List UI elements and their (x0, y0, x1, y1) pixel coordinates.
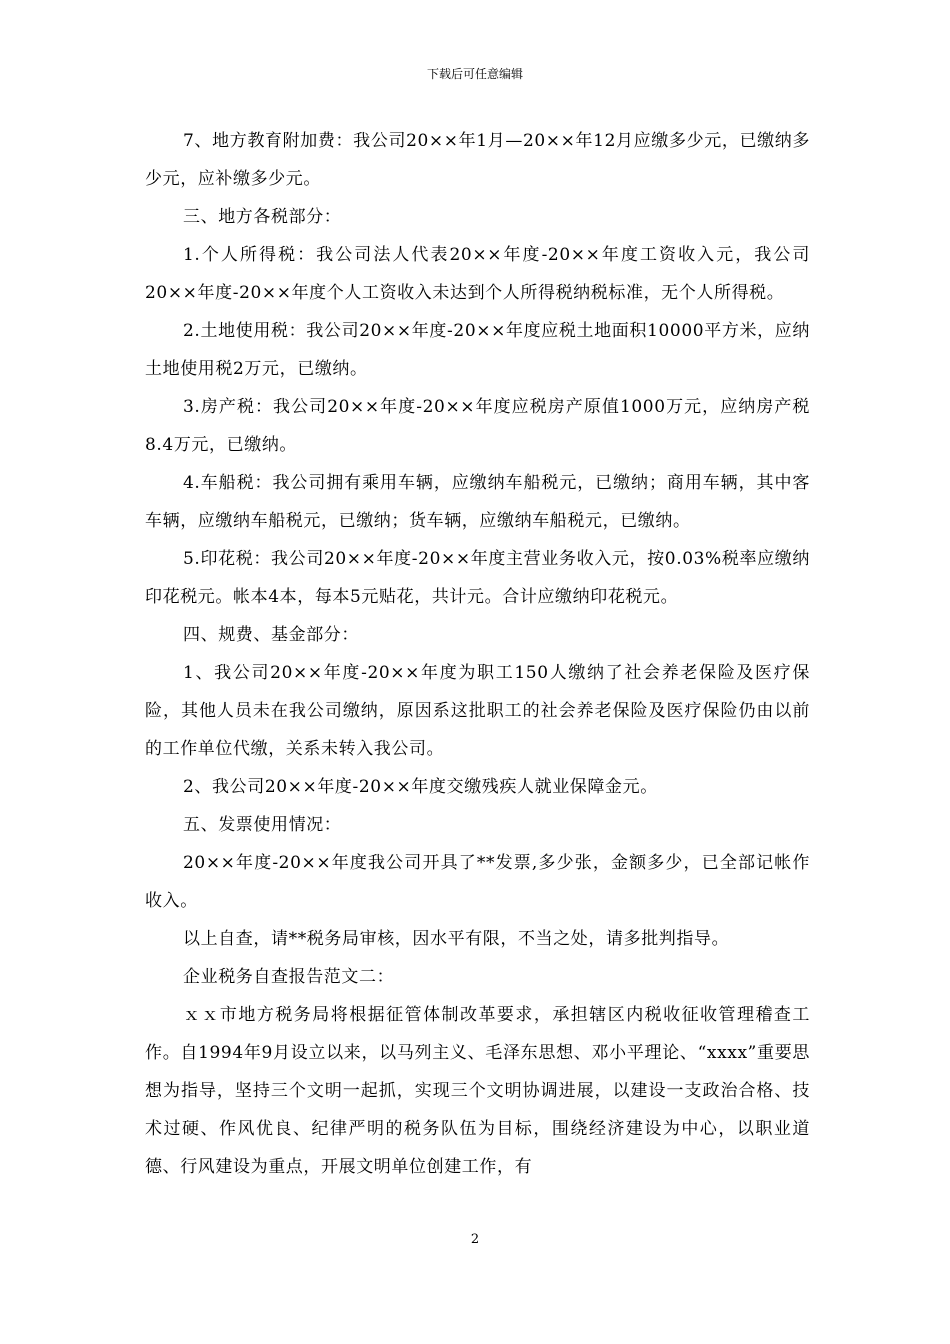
paragraph: 1.个人所得税：我公司法人代表20××年度-20××年度工资收入元，我公司20××年度-20××年度个人工资收入未达到个人所得税纳税标准，无个人所得税。 (145, 245, 810, 303)
paragraph: 四、规费、基金部分： (183, 625, 359, 645)
paragraph: 五、发票使用情况： (183, 815, 342, 835)
paragraph: 以上自查，请**税务局审核，因水平有限，不当之处，请多批判指导。 (183, 929, 730, 949)
paragraph: ｘｘ市地方税务局将根据征管体制改革要求，承担辖区内税收征收管理稽查工作。自1994年9月设立以来，以马列主义、毛泽东思想、邓小平理论、“xxxx”重要思想为指导，坚持三个文明一起抓，实现三个文明协调进展，以建设一支政治合格、技术过硬、作风优良、纪律严明的税务队伍为目标，围绕经济建设为中心，以职业道德、行风建设为重点，开展文明单位创建工作，有 (145, 1005, 810, 1177)
page-header: 下载后可任意编辑 (426, 67, 523, 81)
document-body (145, 122, 810, 1186)
paragraph: 3.房产税：我公司20××年度-20××年度应税房产原值1000万元，应纳房产税8.4万元，已缴纳。 (145, 397, 810, 455)
paragraph: 1、我公司20××年度-20××年度为职工150人缴纳了社会养老保险及医疗保险，其他人员未在我公司缴纳，原因系这批职工的社会养老保险及医疗保险仍由以前的工作单位代缴，关系未转入我公司。 (145, 663, 810, 759)
paragraph: 4.车船税：我公司拥有乘用车辆，应缴纳车船税元，已缴纳；商用车辆，其中客车辆，应缴纳车船税元，已缴纳；货车辆，应缴纳车船税元，已缴纳。 (145, 473, 810, 531)
paragraph: 5.印花税：我公司20××年度-20××年度主营业务收入元，按0.03%税率应缴纳印花税元。帐本4本，每本5元贴花，共计元。合计应缴纳印花税元。 (145, 549, 810, 607)
paragraph: 2、我公司20××年度-20××年度交缴残疾人就业保障金元。 (183, 777, 658, 797)
paragraph: 20××年度-20××年度我公司开具了**发票,多少张，金额多少，已全部记帐作收入。 (145, 853, 810, 911)
page-number: 2 (470, 1232, 480, 1247)
paragraph: 2.土地使用税：我公司20××年度-20××年度应税土地面积10000平方米，应纳土地使用税2万元，已缴纳。 (145, 321, 810, 379)
paragraph: 7、地方教育附加费：我公司20××年1月—20××年12月应缴多少元，已缴纳多少元，应补缴多少元。 (145, 131, 810, 189)
paragraph: 三、地方各税部分： (183, 207, 342, 227)
paragraph: 企业税务自查报告范文二： (183, 967, 395, 987)
